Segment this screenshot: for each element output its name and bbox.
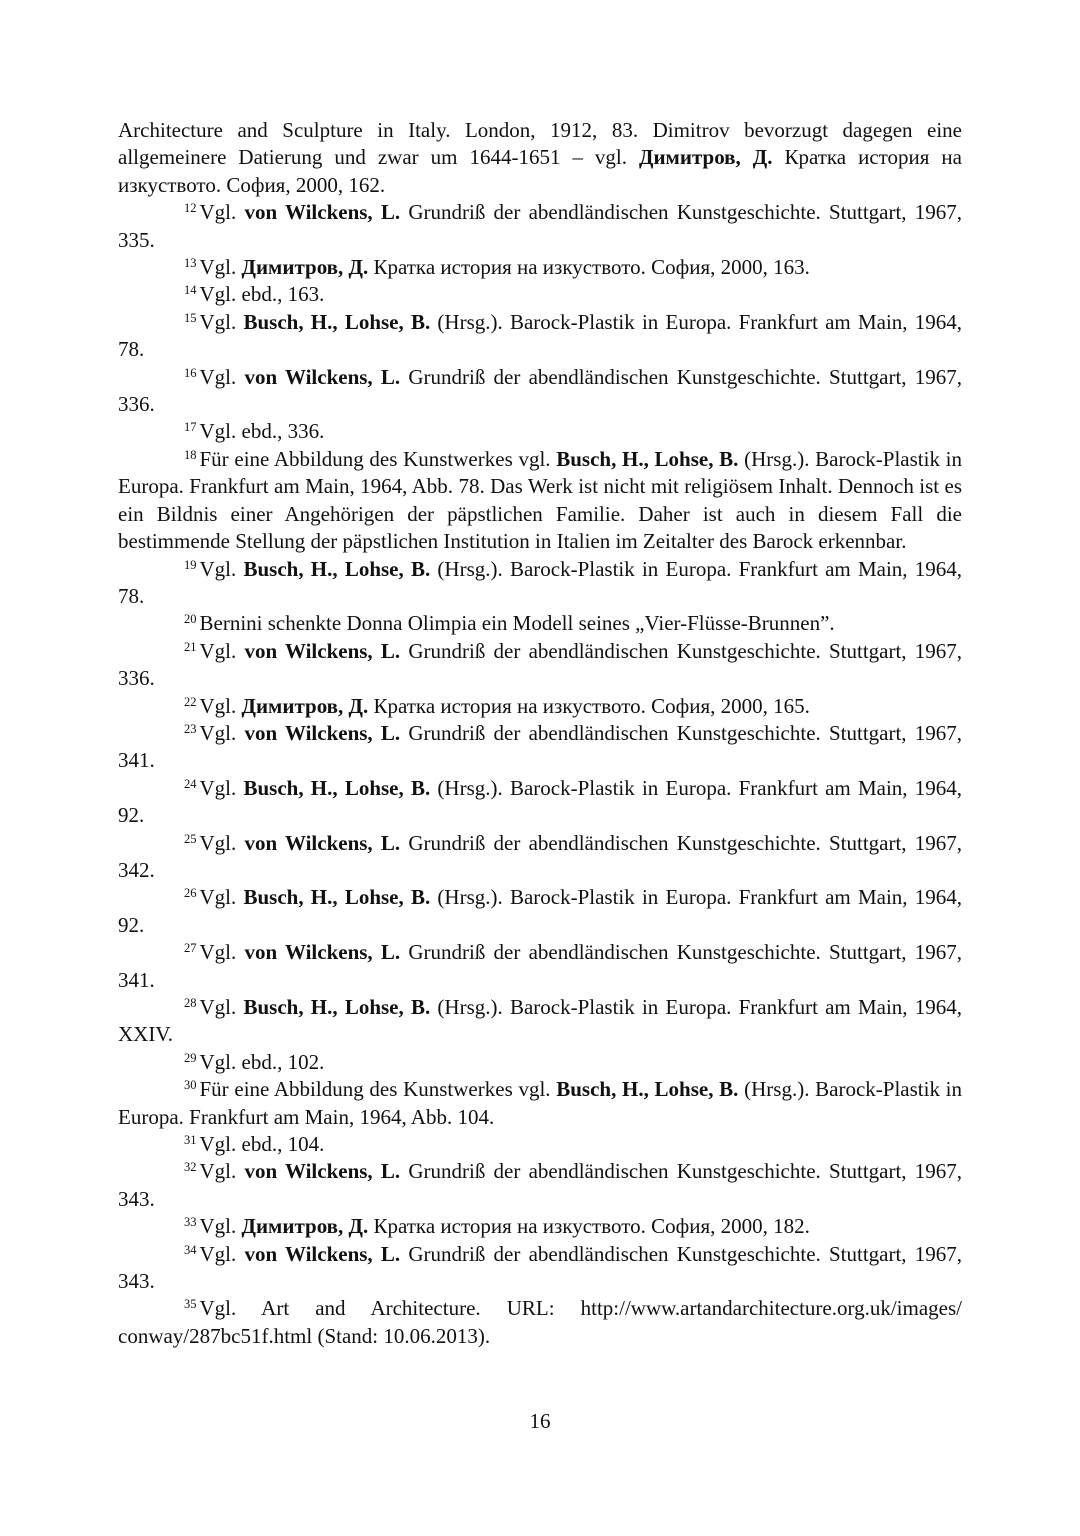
footnote-text: Vgl. bbox=[199, 255, 242, 280]
footnote-25 bbox=[118, 830, 962, 885]
footnote-26 bbox=[118, 884, 962, 939]
footnote-number: 14 bbox=[184, 283, 197, 298]
footnote-number: 27 bbox=[184, 941, 197, 956]
footnote-31 bbox=[118, 1131, 962, 1158]
footnote-number: 34 bbox=[184, 1242, 197, 1257]
footnote-text: Vgl. bbox=[199, 940, 245, 965]
footnote-text: Vgl. bbox=[199, 775, 244, 800]
footnote-text: Vgl. bbox=[199, 556, 244, 581]
footnote-number: 12 bbox=[184, 201, 197, 216]
footnote-text: Vgl. bbox=[199, 200, 245, 225]
footnote-number: 15 bbox=[184, 310, 197, 325]
footnote-34 bbox=[118, 1241, 962, 1296]
footnote-text: Für eine Abbildung des Kunstwerkes vgl. bbox=[199, 446, 557, 471]
footnote-number: 20 bbox=[184, 612, 197, 627]
footnote-12 bbox=[118, 199, 962, 254]
footnote-15 bbox=[118, 309, 962, 364]
footnote-16 bbox=[118, 364, 962, 419]
author-name: Димитров, Д. bbox=[241, 1214, 369, 1239]
footnote-text: Architecture and Sculpture in Italy. London, 1912, 83. Dimitrov bevorzugt dagegen eine allgemeinere Datierung und zwar um 1644-1651 – vgl. bbox=[118, 118, 962, 170]
footnote-text: Vgl. bbox=[199, 1214, 242, 1239]
footnote-text: Grundriß der abendländischen Kunstgeschichte. Stuttgart, 1967, 341. bbox=[118, 940, 963, 992]
author-name: von Wilckens, L. bbox=[244, 364, 401, 389]
footnote-text: Кратка история на изкуството. София, 2000, 163. bbox=[368, 255, 810, 280]
footnote-text: Grundriß der abendländischen Kunstgeschichte. Stuttgart, 1967, 342. bbox=[118, 830, 963, 882]
footnote-text: Кратка история на изкуството. София, 2000, 162. bbox=[118, 145, 962, 197]
footnote-continuation bbox=[118, 117, 962, 199]
footnote-text: Vgl. bbox=[199, 364, 245, 389]
footnote-text: Grundriß der abendländischen Kunstgeschichte. Stuttgart, 1967, 343. bbox=[118, 1159, 963, 1211]
footnote-text: (Hrsg.). Barock-Plastik in Europa. Frankfurt am Main, 1964, 78. bbox=[118, 556, 963, 608]
author-name: von Wilckens, L. bbox=[244, 1241, 401, 1266]
footnote-text: (Hrsg.). Barock-Plastik in Europa. Frankfurt am Main, 1964, Abb. 78. Das Werk ist nicht mit religiösem Inhalt. Dennoch ist es ein Bildnis einer Angehörigen der päpstlichen Familie. Daher ist auch in diesem Fall die bestimmende Stellung der päpstlichen Institution in Italien im Zeitalter des Barock erkennbar. bbox=[118, 446, 962, 554]
footnote-number: 29 bbox=[184, 1050, 197, 1065]
author-name: Busch, H., Lohse, B. bbox=[556, 446, 739, 471]
footnote-18 bbox=[118, 446, 962, 556]
author-name: von Wilckens, L. bbox=[244, 1159, 401, 1184]
footnote-29 bbox=[118, 1049, 962, 1076]
footnote-text: Vgl. bbox=[199, 830, 245, 855]
footnote-22 bbox=[118, 693, 962, 720]
footnote-text: Grundriß der abendländischen Kunstgeschichte. Stuttgart, 1967, 341. bbox=[118, 720, 963, 773]
footnote-number: 31 bbox=[184, 1133, 197, 1148]
footnote-number: 13 bbox=[184, 256, 197, 271]
footnote-32 bbox=[118, 1158, 962, 1213]
author-name: Busch, H., Lohse, B. bbox=[556, 1077, 739, 1102]
footnote-text: Vgl. ebd., 102. bbox=[199, 1049, 325, 1074]
footnote-number: 17 bbox=[184, 420, 197, 435]
footnote-number: 16 bbox=[184, 365, 197, 380]
footnote-number: 22 bbox=[184, 694, 197, 709]
author-name: Димитров, Д. bbox=[241, 255, 369, 280]
footnote-text: (Hrsg.). Barock-Plastik in Europa. Frankfurt am Main, 1964, XXIV. bbox=[118, 995, 963, 1047]
footnote-text: Grundriß der abendländischen Kunstgeschichte. Stuttgart, 1967, 336. bbox=[118, 364, 963, 417]
author-name: von Wilckens, L. bbox=[244, 638, 401, 663]
footnote-text: Grundriß der abendländischen Kunstgeschichte. Stuttgart, 1967, 336. bbox=[118, 638, 963, 691]
footnote-text: Vgl. bbox=[199, 1159, 245, 1184]
footnote-19 bbox=[118, 556, 962, 611]
footnote-text: (Hrsg.). Barock-Plastik in Europa. Frankfurt am Main, 1964, 78. bbox=[118, 309, 963, 362]
footnote-text: Vgl. ebd., 104. bbox=[199, 1132, 325, 1157]
footnote-28 bbox=[118, 994, 962, 1049]
footnote-33 bbox=[118, 1213, 962, 1240]
footnote-text: Vgl. ebd., 336. bbox=[199, 419, 325, 444]
footnote-text: Grundriß der abendländischen Kunstgeschichte. Stuttgart, 1967, 343. bbox=[118, 1241, 963, 1294]
footnote-23 bbox=[118, 720, 962, 775]
footnote-text: Für eine Abbildung des Kunstwerkes vgl. bbox=[199, 1077, 557, 1102]
page-number: 16 bbox=[529, 1409, 551, 1433]
footnote-20 bbox=[118, 610, 962, 637]
footnote-number: 24 bbox=[184, 776, 197, 791]
footnote-13 bbox=[118, 254, 962, 281]
footnote-number: 35 bbox=[184, 1297, 197, 1312]
footnote-text: Vgl. bbox=[199, 693, 242, 718]
footnote-27 bbox=[118, 939, 962, 994]
author-name: Димитров, Д. bbox=[241, 693, 369, 718]
footnote-text: Vgl. bbox=[199, 1241, 245, 1266]
footnote-text: Кратка история на изкуството. София, 2000, 182. bbox=[368, 1214, 810, 1239]
footnote-number: 30 bbox=[184, 1078, 197, 1093]
footnote-30 bbox=[118, 1076, 962, 1131]
author-name: Busch, H., Lohse, B. bbox=[243, 995, 431, 1019]
footnote-text: (Hrsg.). Barock-Plastik in Europa. Frankfurt am Main, 1964, 92. bbox=[118, 775, 963, 828]
footnote-text: Vgl. bbox=[199, 720, 245, 745]
footnote-number: 33 bbox=[184, 1215, 197, 1230]
footnote-number: 25 bbox=[184, 831, 197, 846]
footnote-number: 18 bbox=[184, 447, 197, 462]
footnote-text: Bernini schenkte Donna Olimpia ein Modell seines „Vier-Flüsse-Brunnen”. bbox=[199, 611, 835, 636]
author-name: von Wilckens, L. bbox=[244, 200, 401, 225]
footnote-text: Vgl. Art and Architecture. URL: http://www.artandarchitecture.org.uk/images/ conway/287bc51f.html (Stand: 10.06.2013). bbox=[118, 1296, 962, 1348]
footnote-number: 21 bbox=[184, 639, 197, 654]
author-name: von Wilckens, L. bbox=[244, 940, 401, 965]
footnote-text: (Hrsg.). Barock-Plastik in Europa. Frankfurt am Main, 1964, Abb. 104. bbox=[118, 1077, 962, 1129]
footnote-number: 32 bbox=[184, 1160, 197, 1175]
author-name: Busch, H., Lohse, B. bbox=[243, 309, 431, 334]
author-name: Busch, H., Lohse, B. bbox=[243, 556, 431, 581]
footnote-21 bbox=[118, 638, 962, 693]
footnote-17 bbox=[118, 418, 962, 445]
footnote-35 bbox=[118, 1295, 962, 1350]
author-name: von Wilckens, L. bbox=[244, 830, 401, 855]
footnote-text: Vgl. bbox=[199, 638, 245, 663]
footnote-text: Vgl. bbox=[199, 995, 244, 1019]
author-name: von Wilckens, L. bbox=[244, 720, 401, 745]
footnote-text: (Hrsg.). Barock-Plastik in Europa. Frankfurt am Main, 1964, 92. bbox=[118, 885, 963, 937]
footnote-text: Vgl. bbox=[199, 885, 244, 910]
footnote-text: Vgl. ebd., 163. bbox=[199, 282, 325, 307]
footnote-number: 28 bbox=[184, 996, 197, 1010]
author-name: Димитров, Д. bbox=[639, 145, 773, 170]
footnote-number: 23 bbox=[184, 721, 197, 736]
footnotes-block bbox=[118, 117, 962, 1350]
footnote-text: Кратка история на изкуството. София, 2000, 165. bbox=[368, 693, 810, 718]
footnote-14 bbox=[118, 281, 962, 308]
footnote-text: Vgl. bbox=[199, 309, 244, 334]
footnote-number: 26 bbox=[184, 886, 197, 901]
footnote-text: Grundriß der abendländischen Kunstgeschichte. Stuttgart, 1967, 335. bbox=[118, 200, 963, 252]
author-name: Busch, H., Lohse, B. bbox=[243, 775, 431, 800]
footnote-24 bbox=[118, 775, 962, 830]
footnote-number: 19 bbox=[184, 557, 197, 572]
author-name: Busch, H., Lohse, B. bbox=[243, 885, 431, 910]
